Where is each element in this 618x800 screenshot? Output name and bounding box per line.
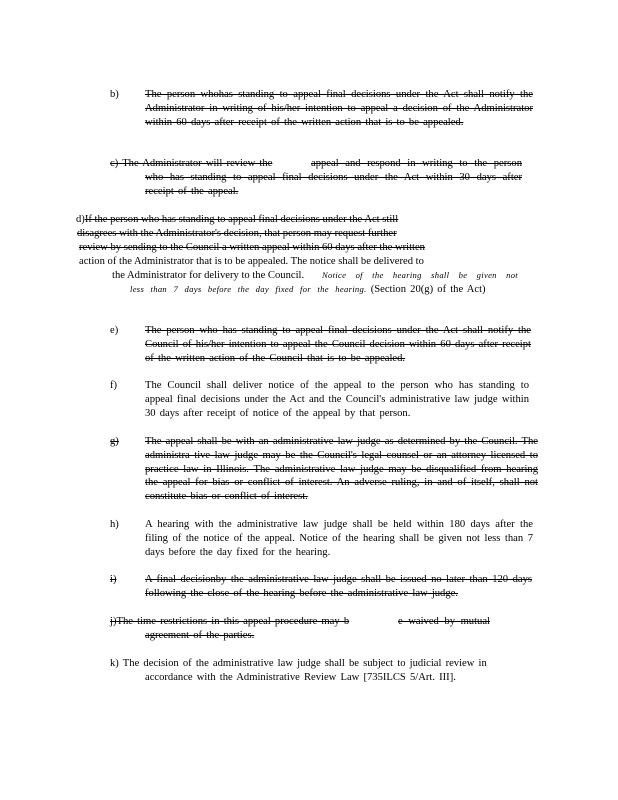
section-k-label: k) xyxy=(110,658,119,669)
section-k-text: accordance with the Administrative Review Law [735ILCS 5/Art. III]. xyxy=(145,672,456,683)
section-j-label: j) xyxy=(110,616,117,627)
section-j-text: e waived by mutual agreement of the parties. xyxy=(145,616,490,641)
section-d-line4: action of the Administrator that is to be appealed. The notice shall be delivered to xyxy=(79,256,424,267)
section-g-text: The appeal shall be with an administrative law judge as determined by the Council. The administra tive law judge may be the Council's legal counsel or an attorney licensed to practice law in Illinois. The administrative law judge may be disqualified from hearing the appeal for bias or conflict of interest. An adverse ruling, in and of itself, shall not constitute bias or conflict of interest. xyxy=(145,436,538,503)
section-i-text: A final decisionby the administrative law judge shall be issued no later than 120 days following the close of the hearing before the administrative law judge. xyxy=(145,574,532,599)
section-d-line1: If the person who has standing to appeal final decisions under the Act still xyxy=(84,214,399,225)
section-e-text: The person who has standing to appeal final decisions under the Act shall notify the Council of his/her intention to appeal the Council decision within 60 days after receipt of the written action of the Council that is to be appealed. xyxy=(145,325,531,364)
section-e-label: e) xyxy=(110,325,119,336)
section-d-notice-italic: Notice of the hearing shall be given not less than 7 days before the day fixed for the hearing. xyxy=(130,270,518,294)
section-d-line2: disagrees with the Administrator's decision, that person may request further xyxy=(77,228,397,239)
section-f-label: f) xyxy=(110,380,118,391)
section-j-lead: The time restrictions in this appeal procedure may b xyxy=(116,616,350,627)
section-i-label: i) xyxy=(110,574,117,585)
section-k-lead: The decision of the administrative law judge shall be subject to judicial review in xyxy=(122,658,487,669)
section-c-lead: The Administrator will review the xyxy=(122,158,273,169)
section-h-text: A hearing with the administrative law judge shall be held within 180 days after the filing of the notice of the appeal. Notice of the hearing shall be given not less than 7 days before the day fixed for the hearing. xyxy=(145,519,533,558)
section-b-label: b) xyxy=(110,89,119,100)
section-d-line5: the Administrator for delivery to the Council. xyxy=(112,270,305,281)
section-b-text: The person whohas standing to appeal final decisions under the Act shall notify the Administrator in writing of his/her intention to appeal a decision of the Administrator within 60 days after receipt of the written action that is to be appealed. xyxy=(145,89,533,128)
section-c-text: appeal and respond in writing to the person who has standing to appeal final decisions under the Act within 30 days after receipt of the appeal. xyxy=(145,158,522,197)
section-d-citation: (Section 20(g) of the Act) xyxy=(370,283,486,295)
section-f-text: The Council shall deliver notice of the appeal to the person who has standing to appeal final decisions under the Act and the Council's administrative law judge within 30 days after receipt of notice of the appeal by that person. xyxy=(145,380,529,419)
section-d-label: d) xyxy=(76,214,85,225)
section-c-label: c) xyxy=(110,158,119,169)
section-h-label: h) xyxy=(110,519,119,530)
section-d-line3: review by sending to the Council a written appeal within 60 days after the written xyxy=(79,242,425,253)
section-g-label: g) xyxy=(110,436,119,447)
